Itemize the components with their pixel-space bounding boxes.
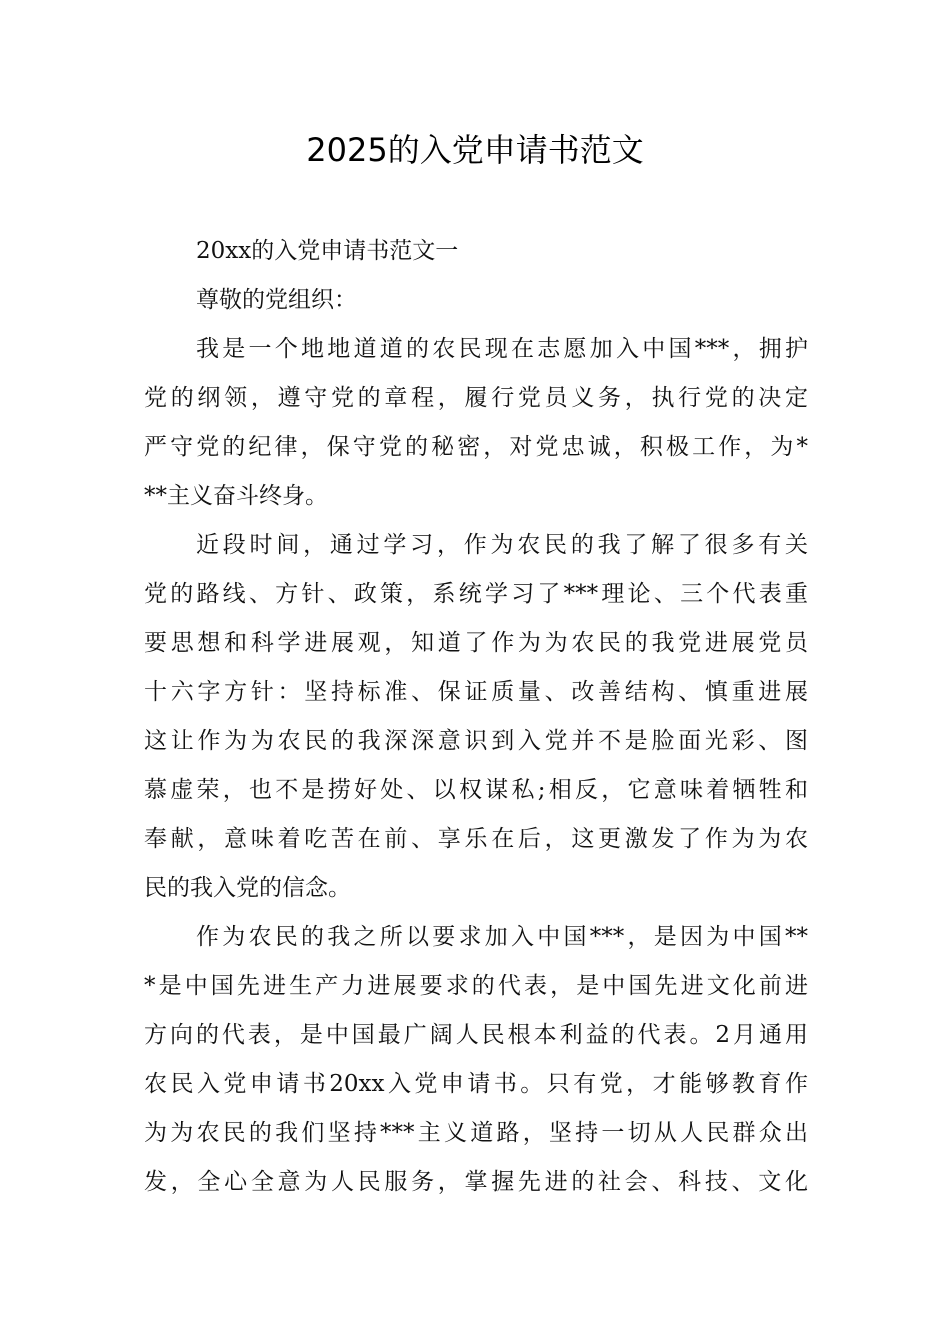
text-line: 尊敬的党组织： [196,287,357,313]
document-body [144,227,808,1207]
text-line: 农民入党申请书20xx入党申请书。只有党，才能够教育作 [144,1071,808,1097]
document-title: 2025的入党申请书范文 [306,131,644,169]
text-line: 方向的代表，是中国最广阔人民根本利益的代表。2月通用 [144,1022,808,1048]
text-line: 20xx的入党申请书范文一 [196,238,459,264]
text-line: 作为农民的我之所以要求加入中国***，是因为中国** [196,924,808,950]
text-line: 我是一个地地道道的农民现在志愿加入中国***，拥护 [196,336,808,362]
text-line: 民的我入党的信念。 [144,875,351,901]
text-line: 慕虚荣，也不是捞好处、以权谋私;相反，它意味着牺牲和 [144,777,808,803]
paragraph-heading [144,227,808,276]
text-line: *是中国先进生产力进展要求的代表，是中国先进文化前进 [144,973,808,999]
paragraph [144,325,808,521]
text-line: 十六字方针：坚持标准、保证质量、改善结构、慎重进展 [144,679,808,705]
text-line: 近段时间，通过学习，作为农民的我了解了很多有关 [196,532,808,558]
text-line: 严守党的纪律，保守党的秘密，对党忠诚，积极工作，为* [144,434,808,460]
text-line: 发，全心全意为人民服务，掌握先进的社会、科技、文化 [144,1169,808,1195]
text-line: 为为农民的我们坚持***主义道路，坚持一切从人民群众出 [144,1120,808,1146]
text-line: 奉献，意味着吃苦在前、享乐在后，这更激发了作为为农 [144,826,808,852]
text-line: 这让作为为农民的我深深意识到入党并不是脸面光彩、图 [144,728,808,754]
text-line: 党的路线、方针、政策，系统学习了***理论、三个代表重 [144,581,808,607]
paragraph [144,913,808,1207]
text-line: **主义奋斗终身。 [144,483,328,509]
paragraph [144,521,808,913]
text-line: 党的纲领，遵守党的章程，履行党员义务，执行党的决定 [144,385,808,411]
paragraph-salutation [144,276,808,325]
text-line: 要思想和科学进展观，知道了作为为农民的我党进展党员 [144,630,808,656]
